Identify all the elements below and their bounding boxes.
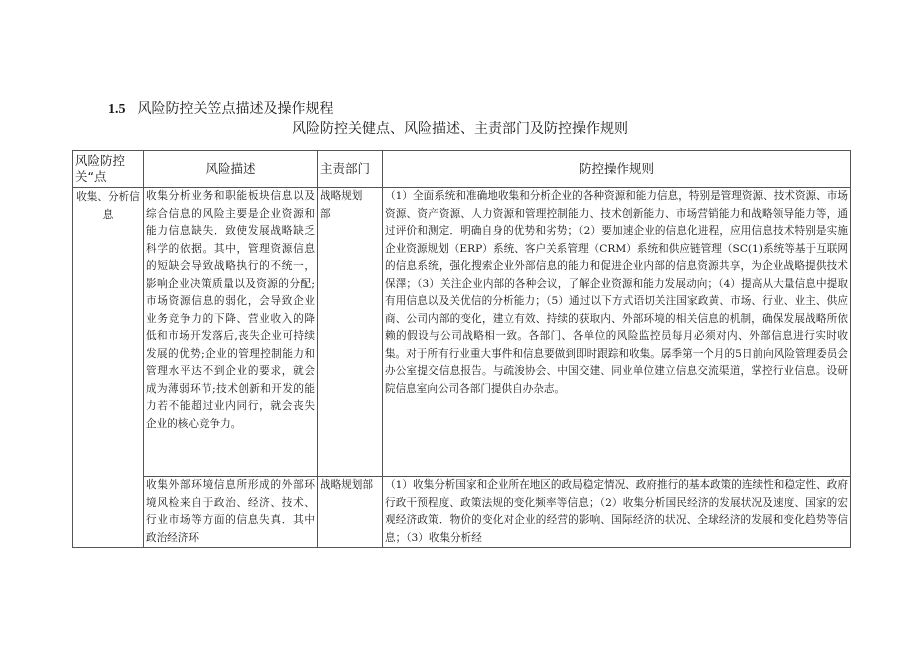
table-header-row: [73, 151, 851, 188]
header-risk-point: 风险防控关“点: [73, 151, 144, 188]
control-rules-cell: （1）全面系统和准确地收集和分析企业的各种资源和能力信息，特别是管理资源、技术资源、市场资源、资产资源、人力资源和管理控制能力、技术创新能力、市场营销能力和战略领导能力等，通过评价和测定．明确自身的优势和劣势；（2）要加速企业的信息化进程，应用信息技术特别是实施企业资源规划（ERP）系统、客户关系管理（CRM）系统和供应链管理（SC(1)系统等基于互联网的信息系统，强化搜索企业外部信息的能力和促进企业内部的信息资源共享，为企业战略提供技术保澤；（3）关注企业内部的各种会议，了解企业资源和能力发展动向；（4）提高从大量信息中提取有用信息以及关优信的分析能力；（5）通过以下方式语切关注国家政黄、市场、行业、业主、供应商、公司内部的变化，建立有效、持续的获取内、外部环境的相关信息的机制，确保发展战略所依赖的假设与公司战略相一致。各部门、各单位的风险监控员每月必须对内、外部信息进行实时收集。对于所有行业重大事件和信息要做到即时跟踪和收集。孱季第一个月的5日前向风险管理委员会办公室提交信息报告。与疏浚协会、中国交建、同业单位建立信息交流渠道，掌控行业信息。设研院信息室向公司各部门提供自办杂志。: [383, 188, 851, 477]
table-row: [73, 477, 851, 548]
risk-control-table: [72, 150, 851, 548]
table-title: 风险防控关健点、风险描述、主责部门及防控操作规则: [292, 121, 628, 137]
control-rules-cell: （1）收集分析国家和企业所在地区的政局稳定情况、政府推行的基本政策的连续性和稳定性、政府行政干预程度、政策法规的变化频率等信息；（2）收集分析国民经济的发展状况及速度、国家的宏观经济政策．物价的变化对企业的经营的影响、国际经济的状况、全球经济的发展和变化趋势等信息；（3）收集分析经: [383, 477, 851, 548]
department-cell: 战略规划部: [318, 477, 383, 548]
risk-description-cell: 收集分析业务和职能板块信息以及综合信息的风险主要是企业资源和能力信息缺失．致使发展战略缺乏科学的依据。其中，管理资源信息的短缺会导致战略执行的不统一，影响企业决策质量以及资源的分配;市场资源信息的弱化，会导致企业业务竞争力的下降、营业收入的降低和市场开发落后,丧失企业可持续发展的优势;企业的管理控制能力和管理水平达不到企业的要求，就会成为薄弱环节;技术创新和开发的能力若不能超过业内同行，就会丧失企业的核心竞争力。: [144, 188, 318, 477]
header-risk-description: 风险描述: [144, 151, 318, 188]
section-title: 风险防控关笠点描述及操作规程: [137, 101, 334, 117]
table-row: [73, 188, 851, 477]
department-label: 战略规划部: [320, 190, 363, 220]
header-department: 主责部门: [318, 151, 383, 188]
department-cell: [318, 188, 383, 477]
section-number: 1.5: [108, 102, 126, 117]
section-heading: [108, 100, 334, 119]
header-control-rules: 防控操作规则: [383, 151, 851, 188]
risk-description-cell: 收集外部环境信息所形成的外部环境风检来自于政治、经济、技术、行业市场等方面的信息失真．其中政治经济环: [144, 477, 318, 548]
risk-point-cell: 收集、分析信息: [73, 188, 144, 548]
